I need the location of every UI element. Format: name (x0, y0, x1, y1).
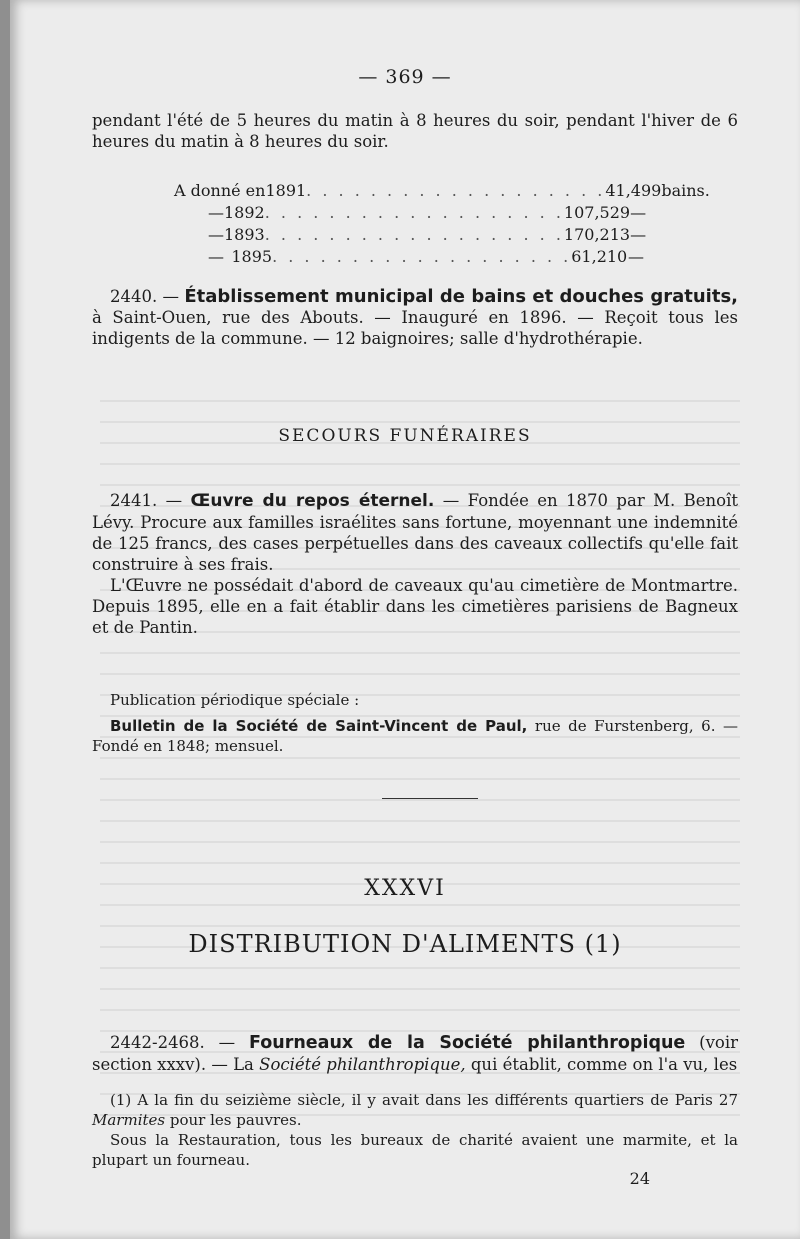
publication-title: Bulletin de la Société de Saint-Vincent de Paul, (110, 717, 528, 735)
stat-row (174, 180, 710, 202)
stat-year: 1893 (224, 225, 265, 244)
entry-2441-number: 2441. (110, 491, 158, 510)
divider-rule (382, 798, 478, 799)
stat-label: — (208, 225, 224, 244)
leader-dots: . . . . . . . . . . . . . . . . . . . (272, 247, 572, 266)
entry-2440 (92, 286, 738, 349)
page-number: — 369 — (358, 66, 452, 88)
stat-unit: — (630, 225, 647, 244)
footnote-2: Sous la Restauration, tous les bureaux de charité avaient une marmite, et la plupart un fourneau. (92, 1131, 738, 1169)
leader-dots: . . . . . . . . . . . . . . . . . . . (264, 225, 564, 244)
entry-2441-text: — Fondée en 1870 par M. Benoît Lévy. Procure aux familles israélites sans fortune, moyennant une indemnité de 125 francs, des cases perpétuelles dans des caveaux collectifs qu'elle fait construire à ses frais. (92, 491, 738, 574)
entry-2442 (92, 1032, 738, 1075)
signature-mark: 24 (629, 1169, 650, 1188)
stat-unit: — (628, 247, 644, 266)
intro-text: pendant l'été de 5 heures du matin à 8 heures du soir, pendant l'hiver de 6 heures du matin à 8 heures du soir. (92, 111, 738, 151)
entry-2440-number: 2440. (110, 287, 158, 306)
stat-year: 1891 (265, 181, 307, 200)
chapter-number: XXXVI (364, 876, 446, 901)
entry-2440-title: Établissement municipal de bains et douches gratuits, (184, 286, 738, 307)
stat-row (174, 224, 647, 246)
section-heading-secours: SECOURS FUNÉRAIRES (278, 426, 532, 446)
footnote-1-italic: Marmites (92, 1111, 166, 1129)
leader-dots: . . . . . . . . . . . . . . . . . . . (264, 203, 564, 222)
entry-2441-title: Œuvre du repos éternel. (190, 491, 435, 511)
stat-value: 61,210 (571, 247, 628, 266)
page (10, 0, 800, 1239)
publication-text: rue de Furstenberg, 6. — Fondé en 1848; mensuel. (92, 717, 738, 755)
stat-unit: — (630, 203, 647, 222)
entry-2442-paragraph (92, 1032, 738, 1075)
leader-dots: . . . . . . . . . . . . . . . . . . . (306, 181, 606, 200)
entry-2442-title: Fourneaux de la Société philanthropique (248, 1033, 686, 1053)
stat-value: 170,213 (563, 225, 631, 244)
entry-2442-text: (voir section xxxv). — La (92, 1033, 738, 1074)
footnotes (92, 1090, 738, 1170)
stat-label: A donné en (174, 181, 266, 200)
stat-row (174, 202, 647, 224)
stat-value: 107,529 (563, 203, 631, 222)
footnote-1 (92, 1090, 738, 1130)
stat-label: — (208, 247, 224, 266)
footnote-1-end: pour les pauvres. (169, 1111, 302, 1129)
footnote-1-text: (1) A la fin du seizième siècle, il y avait dans les différents quartiers de Paris 27 (110, 1091, 738, 1109)
stat-value: 41,499 (605, 181, 662, 200)
stat-label: — (208, 203, 224, 222)
entry-2441 (92, 490, 738, 638)
entry-2442-number: 2442-2468. — (110, 1033, 236, 1052)
intro-paragraph (92, 110, 738, 152)
publication-entry (92, 716, 738, 756)
chapter-title: DISTRIBUTION D'ALIMENTS (1) (188, 930, 622, 958)
entry-2440-text: à Saint-Ouen, rue des Abouts. — Inauguré en 1896. — Reçoit tous les indigents de la commune. — 12 baignoires; salle d'hydrothérapie. (92, 308, 738, 348)
stat-year: 1895 (231, 247, 273, 266)
stat-year: 1892 (224, 203, 265, 222)
stat-unit: bains. (661, 181, 710, 200)
stat-row (174, 246, 644, 268)
entry-2441-paragraph: 2441. — Œuvre du repos éternel. — Fondée en 1870 par M. Benoît Lévy. Procure aux familles israélites sans fortune, moyennant une indemnité de 125 francs, des cases perpétuelles dans des caveaux collectifs qu'elle fait construire à ses frais. (92, 491, 738, 574)
entry-2442-italic: Société philanthropique, (259, 1055, 466, 1074)
entry-2441-paragraph-2: L'Œuvre ne possédait d'abord de caveaux qu'au cimetière de Montmartre. Depuis 1895, elle en a fait établir dans les cimetières parisiens de Bagneux et de Pantin. (92, 576, 738, 637)
publication-block (92, 690, 738, 756)
stats-table (174, 180, 710, 268)
entry-2442-text-end: qui établit, comme on l'a vu, les (470, 1055, 738, 1074)
publication-label: Publication périodique spéciale : (110, 691, 360, 709)
entry-2440-paragraph: 2440. — Établissement municipal de bains et douches gratuits, à Saint-Ouen, rue des Abouts. — Inauguré en 1896. — Reçoit tous les indigents de la commune. — 12 baignoires; salle d'hydrothérapie. (92, 286, 738, 348)
